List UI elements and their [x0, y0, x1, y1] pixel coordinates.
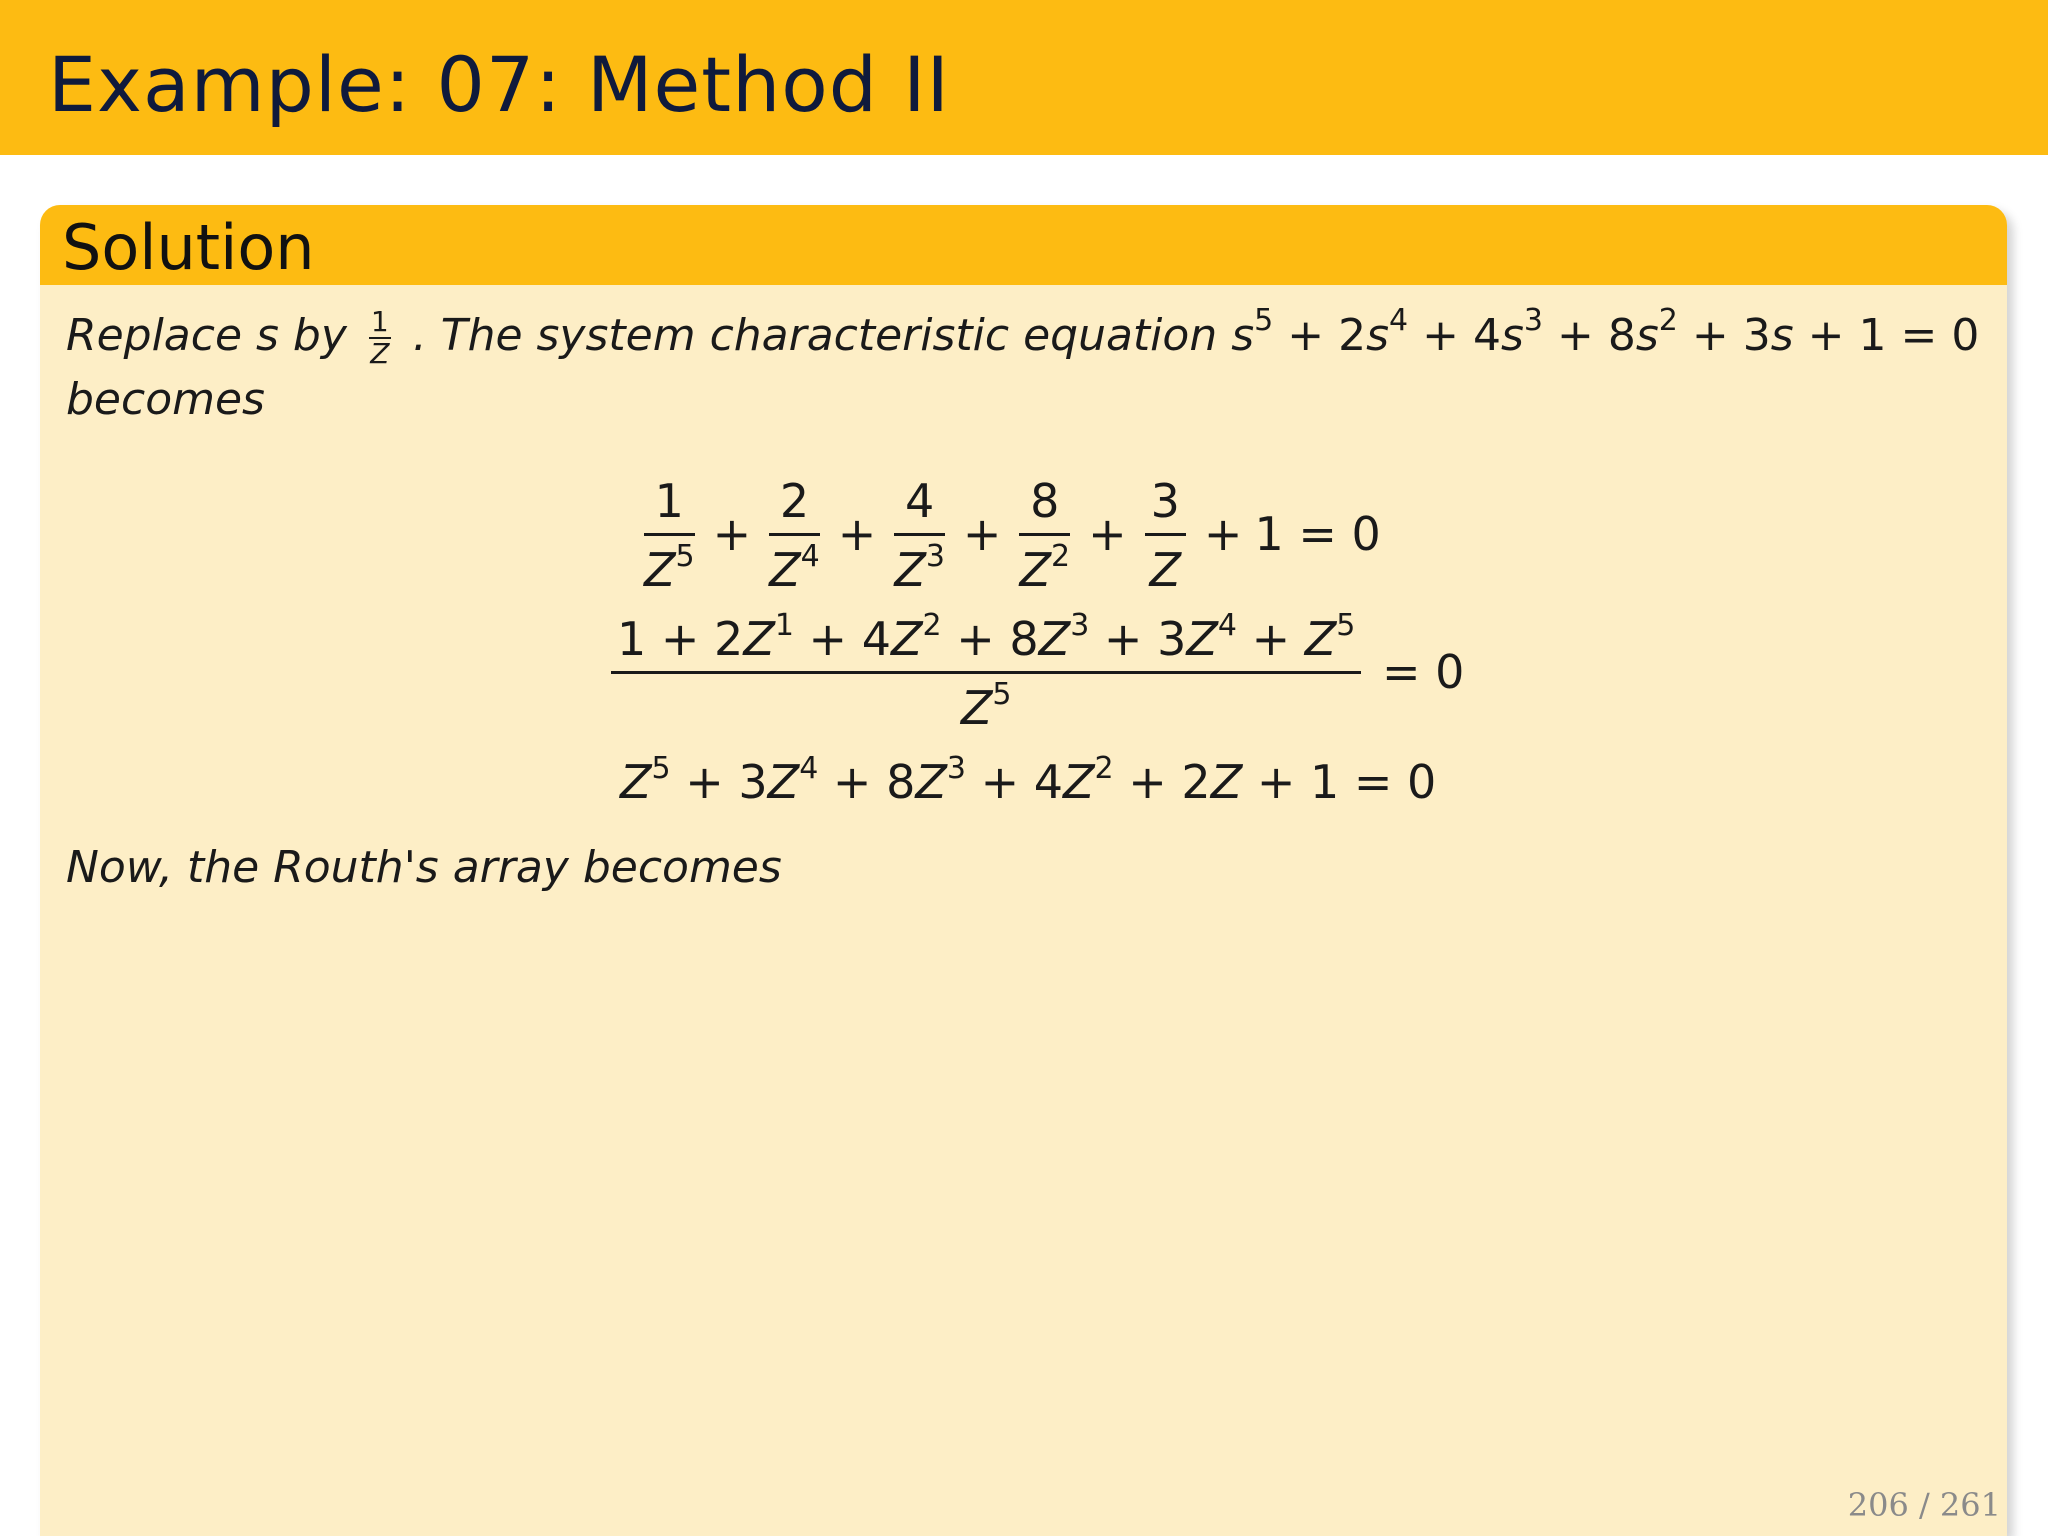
- solution-block: [40, 205, 2007, 1536]
- block-header: [40, 205, 2007, 285]
- frame-title: Example: 07: Method II: [48, 40, 950, 129]
- equation-2: $\frac{1 + 2Z^1 + 4Z^2 + 8Z^3 + 3Z^4 + Z^5}{Z^5}$ = 0: [605, 613, 1464, 738]
- inline-frac-denominator: Z: [370, 337, 390, 370]
- para1-text-a: Replace s by: [66, 310, 347, 361]
- page-number: 206 / 261: [1847, 1486, 2001, 1524]
- para1-text-b: . The system characteristic equation: [412, 310, 1218, 361]
- frame-title-bar: [0, 0, 2048, 155]
- inline-fraction-one-over-z: [369, 307, 391, 369]
- equation-3: $Z^5 + 3Z^4 + 8Z^3 + 4Z^2 + 2Z + 1 = 0$: [620, 751, 1437, 809]
- equation-1: $\frac{1}{Z^5}$ + $\frac{2}{Z^4}$ + $\frac{4}{Z^3}$ + $\frac{8}{Z^2}$ + $\frac{3}{Z}$ + 1 = 0: [644, 474, 1381, 597]
- characteristic-equation: $s^5 + 2s^4 + 4s^3 + 8s^2 + 3s + 1 = 0$: [1231, 303, 1980, 361]
- paragraph-replace: [66, 305, 1987, 369]
- block-title: Solution: [62, 211, 315, 284]
- block-body: [66, 305, 1987, 431]
- inline-frac-numerator: 1: [370, 305, 389, 338]
- paragraph-routh: Now, the Routh's array becomes: [66, 842, 782, 893]
- para1-continuation: becomes: [66, 374, 265, 425]
